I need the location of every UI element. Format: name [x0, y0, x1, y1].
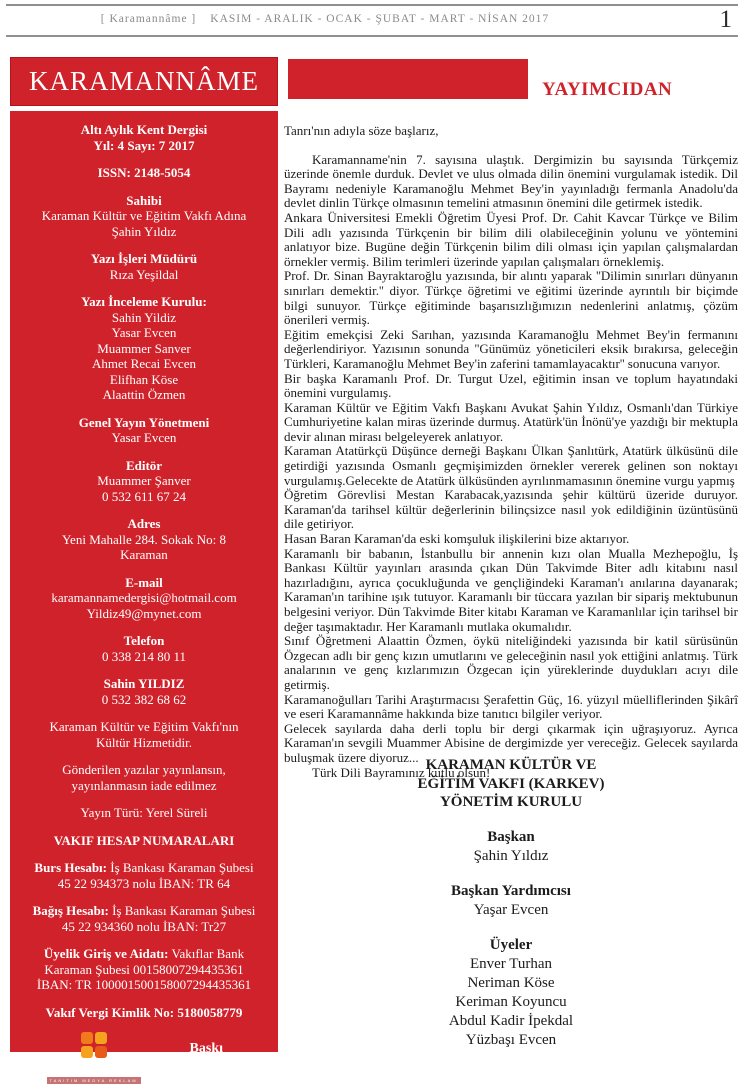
masthead-line: Karaman Şubesi 00158007294435361	[44, 961, 244, 977]
running-header	[40, 13, 610, 25]
header-months: KASIM - ARALIK - OCAK - ŞUBAT - MART - NİSAN 2017	[210, 13, 550, 25]
board-group-title: Başkan	[487, 828, 535, 845]
board-section	[284, 756, 738, 1050]
magazine-title: KARAMANNÂME	[28, 66, 259, 96]
masthead-line: Yazı İnceleme Kurulu:	[81, 294, 207, 309]
masthead-line: Kültür Hizmetidir.	[95, 734, 193, 750]
masthead-line: Yeni Mahalle 284. Sokak No: 8	[61, 531, 227, 547]
masthead-line: ISSN: 2148-5054	[97, 165, 191, 180]
masthead-groups	[16, 122, 272, 1020]
masthead-line: Yazı İşleri Müdürü	[90, 251, 198, 266]
murat-tugan-logo-icon	[81, 1032, 107, 1058]
masthead-line: E-mail	[125, 574, 163, 590]
board-member-name: Yüzbaşı Evcen	[465, 1031, 557, 1048]
masthead-line: Yildiz49@mynet.com	[86, 605, 202, 621]
page-number: 1	[719, 6, 732, 33]
masthead-group	[16, 946, 272, 993]
masthead-group	[16, 1005, 272, 1021]
masthead-line: Yayın Türü: Yerel Süreli	[80, 805, 208, 820]
masthead-group	[16, 294, 272, 403]
board-member-name: Abdul Kadir İpekdal	[448, 1012, 574, 1029]
magazine-title-box	[10, 57, 278, 106]
print-value: Doğuş Ofset	[171, 1059, 242, 1074]
board-group	[284, 936, 738, 1050]
body-paragraph: Karamanoğulları Tarihi Araştırmacısı Şerafettin Güç, 16. yüzyıl müelliflerinden Şikârî ve eseri Karamannâme hakkında bize tanıtıcı bilgiler veriyor.	[284, 691, 738, 722]
board-member-name: Keriman Koyuncu	[455, 993, 567, 1010]
board-groups	[284, 828, 738, 1050]
section-banner	[284, 59, 738, 99]
masthead-line: Sahibi	[126, 192, 162, 208]
masthead-line: Karaman	[120, 547, 168, 562]
body-paragraph: Prof. Dr. Sinan Bayraktaroğlu yazısında, bir alıntı yaparak ''Dilimin sınırları dünyanın sınırları demektir.'' diyor. Türkçe öğretimi ve eğitimi üzerinde ayrıntılı bir biçimde bilgi sunuyor. Türkçe eğitiminde başarısızlığımızın nedenlerini anlatmış, çözüm önerileri vermiş.	[284, 268, 738, 328]
board-group	[284, 882, 738, 920]
masthead-group	[16, 165, 272, 181]
body-paragraph: Eğitim emekçisi Zeki Sarıhan, yazısında Karamanoğlu Mehmet Bey'in fermanını değerlendiriyor. Yazısının sonunda ''Günümüz yöneticileri eksik bırakırsa, geleceğin Türkleri, Karamanoğlu Mehmet Bey'in zaferini tamamlayacaktır'' sonucuna varıyor.	[284, 326, 738, 371]
publisher-paragraphs	[284, 153, 738, 781]
masthead-group	[16, 633, 272, 664]
masthead-group	[16, 719, 272, 750]
header-brand: [ Karamannâme ]	[100, 13, 197, 25]
masthead-group	[16, 762, 272, 793]
board-heading-line: KARAMAN KÜLTÜR VE	[425, 757, 597, 773]
masthead-line: Elifhan Köse	[109, 371, 179, 387]
masthead-line: İBAN: TR 100001500158007294435361	[36, 977, 252, 992]
header-rule-top	[6, 4, 738, 6]
masthead-line: Sahin Yildiz	[111, 309, 177, 325]
masthead-line: Ahmet Recai Evcen	[92, 356, 196, 371]
masthead-line: Karaman Kültür ve Eğitim Vakfı'nın	[49, 719, 239, 734]
section-title: YAYIMCIDAN	[542, 79, 673, 100]
masthead-group	[16, 415, 272, 446]
masthead-line: karamannamedergisi@hotmail.com	[51, 590, 237, 605]
masthead-line: Muammer Sanver	[97, 340, 191, 356]
board-heading	[284, 756, 738, 812]
board-member-name: Enver Turhan	[469, 955, 553, 972]
masthead-line: 0 532 611 67 24	[101, 488, 187, 504]
masthead-group	[16, 251, 272, 282]
masthead-group	[16, 860, 272, 891]
masthead-line: Yasar Evcen	[111, 325, 177, 340]
masthead-line: Telefon	[123, 633, 165, 648]
masthead-group	[16, 458, 272, 505]
masthead-sidebar	[10, 57, 278, 1083]
section-banner-bar	[288, 59, 528, 99]
printer-logo	[47, 1032, 141, 1084]
board-heading-line: YÖNETİM KURULU	[439, 794, 583, 810]
board-member-name: Neriman Köse	[467, 974, 555, 991]
board-group-title: Üyeler	[489, 936, 533, 953]
masthead-line: Yasar Evcen	[111, 430, 177, 445]
masthead-group	[16, 903, 272, 934]
body-paragraph: Karamanname'nin 7. sayısına ulaştık. Dergimizin bu sayısında Türkçemiz üzerinde önemle durduk. Devlet ve ulus olmada dilin önemini vurgulamak istedik. Dil Bayramı nedeniyle Karamanoğlu Mehmet Bey'in yayınladığı fermanla Anadolu'da devlet dinlin Türkçe olmasının temelini atmasının önemini dile getirmek istedik.	[284, 151, 738, 211]
masthead-line: Karaman Kültür ve Eğitim Vakfı Adına	[41, 208, 247, 223]
masthead-line: Adres	[127, 516, 161, 531]
masthead-group	[16, 676, 272, 707]
body-paragraph: Öğretim Görevlisi Mestan Karabacak,yazısında şehir kültürü üzeride duruyor. Karaman'da tarihsel kültür değerlerinin bilinçsizce nasıl yok edildiğinin üzüntüsünü dile getiriyor.	[284, 487, 738, 532]
board-group-title: Başkan Yardımcısı	[451, 882, 571, 899]
masthead-footer	[16, 1032, 272, 1084]
masthead-line: VAKIF HESAP NUMARALARI	[53, 832, 235, 848]
logo-tagline: TANITIM MEDYA REKLAM	[47, 1077, 141, 1084]
board-member-name: Şahin Yıldız	[473, 847, 549, 864]
header-rule-bottom	[6, 35, 738, 37]
masthead-group	[16, 805, 272, 821]
body-paragraph: Gelecek sayılarda daha derli toplu bir dergi çıkarmak için uğraşıyoruz. Ayrıca Karaman'ın sevgili Muammer Abisine de dergimizde yer vereceğiz. Gelecek sayılarda buluşmak üzere diyoruz...	[284, 720, 738, 765]
board-group	[284, 828, 738, 866]
board-member-name: Yaşar Evcen	[473, 901, 549, 918]
logo-name: murat tugan	[50, 1060, 137, 1076]
masthead-line: Şahin Yıldız	[111, 223, 177, 239]
masthead-line: yayınlanmasın iade edilmez	[71, 777, 217, 793]
masthead-group	[16, 516, 272, 563]
body-paragraph: Türk Dili Bayramınız kutlu olsun!	[312, 764, 491, 780]
masthead-line: Genel Yayın Yönetmeni	[78, 414, 210, 430]
print-info	[171, 1040, 241, 1076]
masthead-group	[16, 122, 272, 153]
masthead-line: Bağış Hesabı: İş Bankası Karaman Şubesi	[32, 903, 256, 918]
body-paragraph: Karaman Atatürkçü Düşünce derneği Başkanı Ülkan Şanlıtürk, Atatürk ülküsünü dile getirdiği yazısında Osmanlı geçmişimizden örnekler vererek gelinen son noktayı vurgulamış.Gelecekte de Atatürk ülküsünden ayrılınmamasının önemine vurgu yapmış	[284, 443, 738, 488]
masthead-group	[16, 833, 272, 849]
board-heading-line: EĞİTİM VAKFI (KARKEV)	[417, 775, 605, 792]
masthead-line: 0 532 382 68 62	[101, 691, 187, 707]
publisher-note	[284, 124, 738, 780]
masthead-line: Sahin YILDIZ	[103, 676, 185, 691]
masthead-line: Gönderilen yazılar yayınlansın,	[62, 762, 226, 777]
body-paragraph: Sınıf Öğretmeni Alaattin Özmen, öykü niteliğindeki yazısında bir katil sürüsünün Özgecan adlı bir genç kızın umutlarını ve geleceğinin nasıl yok ettiğini anlatmış. Türk analarının ve genç kızlarımızın Özgecan için yüreklerinde duydukları acıyı dile getirmiş.	[284, 633, 738, 692]
masthead-line: 45 22 934373 nolu İBAN: TR 64	[57, 875, 231, 891]
body-paragraph: Karaman Kültür ve Eğitim Vakfı Başkanı Avukat Şahin Yıldız, Osmanlı'dan Türkiye Cumhuriyetine kalan miras üzerinde durmuş. Atatürk'ün İnönü'ye yazdığı bir mektupla devir alınan mirası belgeleyerek anlatıyor.	[284, 399, 738, 444]
masthead-line: 0 338 214 80 11	[101, 648, 187, 664]
masthead-line: Vakıf Vergi Kimlik No: 5180058779	[45, 1004, 243, 1020]
salutation: Tanrı'nın adıyla söze başlarız,	[284, 123, 439, 138]
masthead-line: Editör	[125, 457, 163, 473]
masthead-body	[10, 111, 278, 1083]
body-paragraph: Hasan Baran Karaman'da eski komşuluk ilişkilerini bize aktarıyor.	[284, 531, 630, 547]
print-label: Baskı	[189, 1041, 224, 1056]
body-paragraph: Bir başka Karamanlı Prof. Dr. Turgut Uzel, eğitimin insan ve toplum hayatındaki önemini vurgulamış.	[284, 370, 738, 401]
masthead-line: Üyelik Giriş ve Aidatı: Vakıflar Bank	[43, 946, 245, 961]
body-paragraph: Karamanlı bir babanın, İstanbullu bir annenin kızı olan Mualla Mezhepoğlu, İş Bankası Kültür yayınları arasında çıkan Dün Takvimde Biter adlı kitabını nasıl hazırladığını, ayrıca çocukluğunda ve gençliğindeki Karaman'ı anılarına dayanarak; Karaman'ın tarihine ışık tutuyor. Karamanlı bir tüccara yazılan bir sipariş mektubunun belgesini veriyor. Dün Takvimde Biter kitabı Karaman ve Karamanlılar için tarihsel bir değer taşımaktadır. Her Karamanlı mutlaka okumalıdır.	[284, 545, 738, 634]
masthead-line: 45 22 934360 nolu İBAN: Tr27	[61, 918, 227, 934]
body-paragraph: Ankara Üniversitesi Emekli Öğretim Üyesi Prof. Dr. Cahit Kavcar Türkçe ve Bilim Dili adlı yazısında Türkçenin bir bilim dili olabileceğinin yolunu ve yöntemini anlatıyor bize. Bugüne değin Türkçenin bilim dili olması için yapılan çalışmalardan örnekler vermiş. Bilim terimleri üzerinde yapılan çalışmaları örneklemiş.	[284, 209, 738, 269]
masthead-line: Burs Hesabı: İş Bankası Karaman Şubesi	[34, 860, 254, 875]
masthead-group	[16, 575, 272, 622]
masthead-group	[16, 193, 272, 240]
masthead-line: Yıl: 4 Sayı: 7 2017	[93, 137, 195, 153]
masthead-line: Alaattin Özmen	[102, 387, 186, 402]
main-column	[284, 59, 738, 780]
masthead-line: Rıza Yeşildal	[109, 266, 179, 282]
masthead-line: Muammer Şanver	[97, 473, 191, 488]
masthead-line: Altı Aylık Kent Dergisi	[80, 122, 208, 137]
